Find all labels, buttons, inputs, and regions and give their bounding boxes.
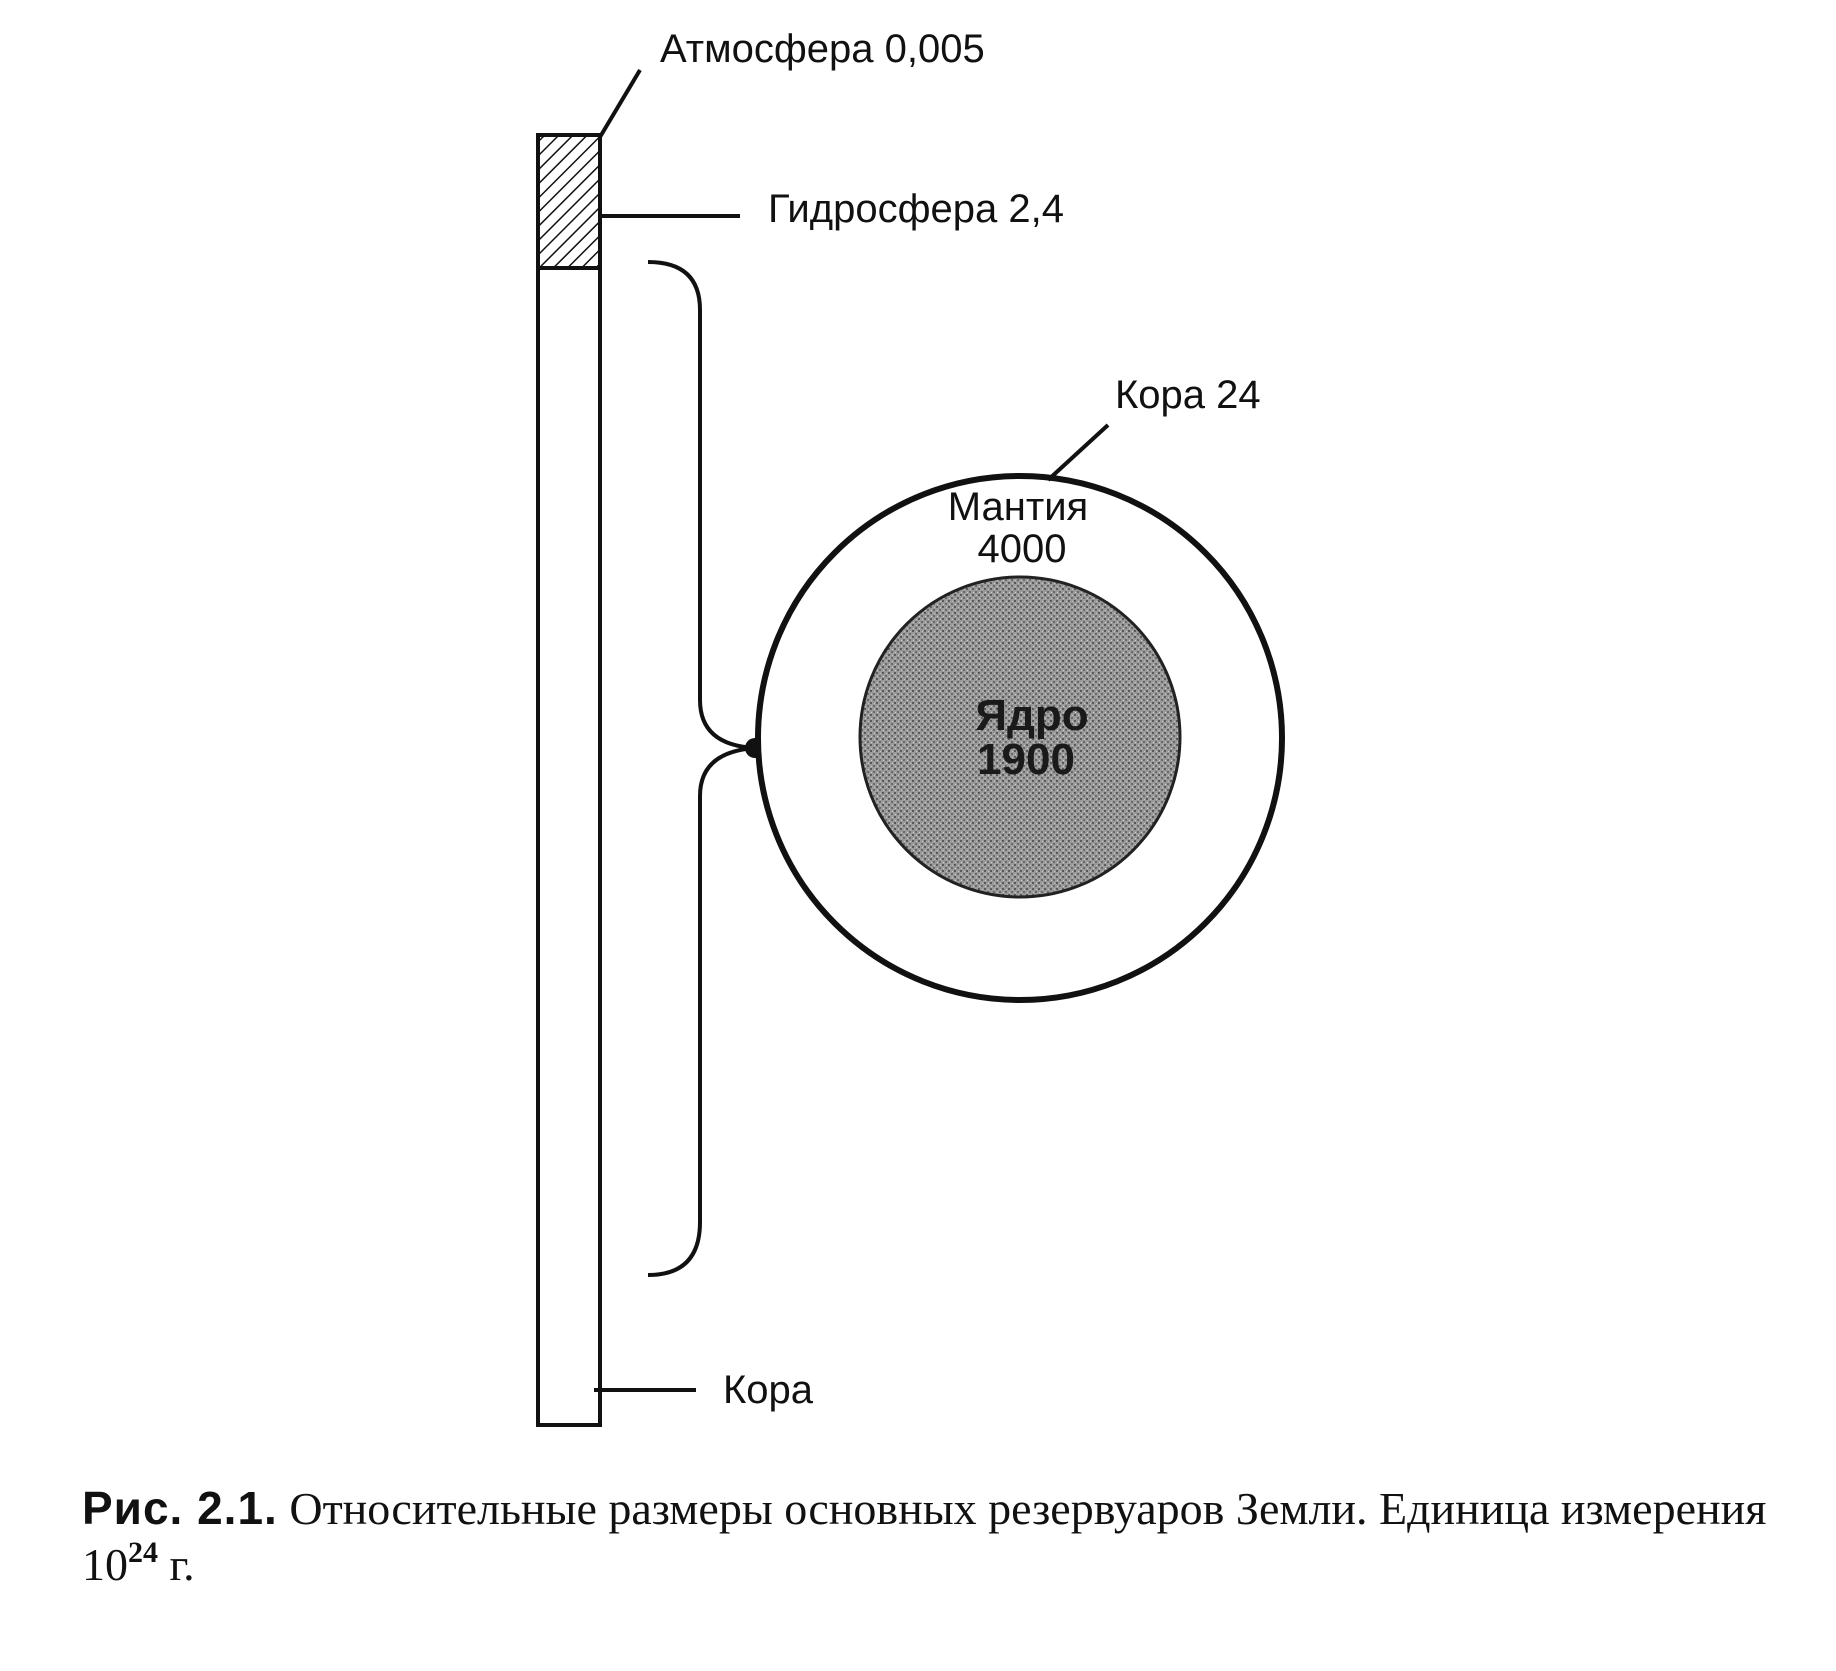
atmosphere-leader — [600, 70, 640, 137]
curly-brace — [648, 262, 755, 1275]
hydrosphere-segment — [538, 135, 600, 268]
hydrosphere-label: Гидросфера 2,4 — [768, 187, 1064, 231]
core-name-label: Ядро — [975, 691, 1089, 740]
figure-number: Рис. 2.1. — [82, 1482, 278, 1534]
core-value-label: 1900 — [977, 735, 1075, 784]
crust-bar-label: Кора — [723, 1368, 814, 1412]
crust-circle-label: Кора 24 — [1115, 373, 1261, 417]
caption-unit: г. — [158, 1539, 195, 1590]
figure-caption — [82, 1480, 1782, 1593]
crust-bar-segment — [538, 268, 600, 1425]
mantle-value-label: 4000 — [977, 527, 1067, 571]
caption-text: Относительные размеры основных резервуаров Земли. Единица измерения 10 — [82, 1483, 1767, 1590]
mantle-name-label: Мантия — [947, 485, 1089, 529]
crust-circle-leader — [1048, 425, 1108, 480]
caption-exponent: 24 — [128, 1536, 158, 1569]
atmosphere-label: Атмосфера 0,005 — [660, 27, 985, 71]
